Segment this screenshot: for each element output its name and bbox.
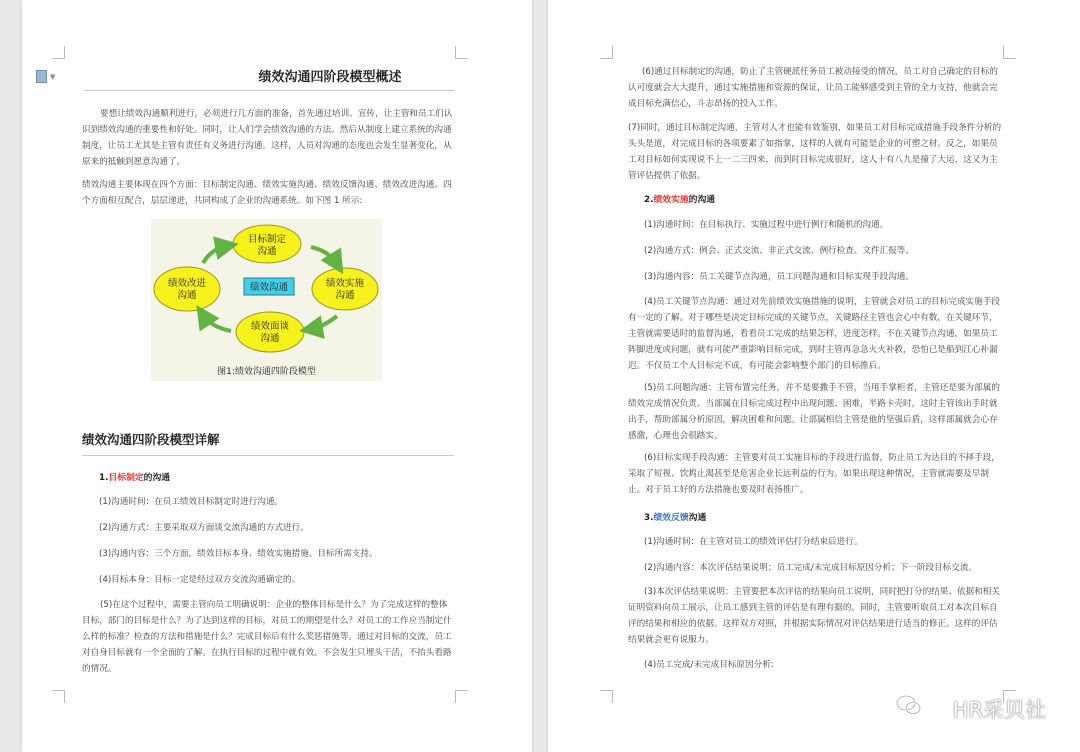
model-figure (151, 219, 382, 381)
body-paragraph: (3)本次评估结果说明：主管要把本次评估的结果向员工说明，同时把打分的结果、依据和相关证明资料向员工展示，让员工感到主管的评估是有理有据的。同时，主管要听取员工对本次目标自评的结果和相应的依据。这样双方对照，并根据实际情况对评估结果进行适当的修正。这样的评估结果就会更有说服力。 (628, 587, 1000, 645)
list-item: (3)沟通内容：三个方面，绩效目标本身、绩效实施措施、目标所需支持。 (99, 549, 378, 559)
list-item: (1)沟通时间：在主管对员工的绩效评估打分结束后进行。 (644, 537, 863, 547)
section-heading: 绩效沟通四阶段模型详解 (82, 432, 220, 447)
arrow-top-right (311, 247, 337, 264)
node-top-label: 目标制定 (247, 234, 287, 245)
node-bottom-label: 沟通 (260, 333, 280, 344)
arrow-bottom-left (203, 315, 231, 331)
list-item: (1)沟通时间：在员工绩效目标制定时进行沟通。 (99, 497, 284, 507)
document-page-1 (22, 0, 532, 752)
node-left-label: 沟通 (177, 290, 197, 301)
navigation-pane-icon[interactable]: ▼ (36, 70, 58, 84)
figure-caption: 图1:绩效沟通四阶段模型 (217, 367, 316, 377)
watermark-text: HR采贝社 (952, 698, 1046, 722)
body-paragraph: (5)员工问题沟通：主管布置完任务，并不是要撒手不管，当甩手掌柜者，主管还是要为部属的绩效完成情况负责。当部属在目标完成过程中出现问题、困难，半路卡壳时，这时主管该出手时就出手，帮助部属分析原因，解决困难和问题。让部属相信主管是他的坚强后盾，这样部属就会心存感激，心理也会很踏实。 (628, 383, 1000, 441)
document-title: 绩效沟通四阶段模型概述 (258, 70, 402, 85)
arrow-left-top (203, 246, 227, 263)
arrow-right-bottom (311, 316, 337, 329)
crop-mark (52, 46, 65, 59)
four-stage-diagram (151, 219, 382, 369)
body-paragraph: (5)在这个过程中，需要主管向员工明确说明：企业的整体目标是什么？为了完成这样的整体目标，部门的目标是什么？为了达到这样的目标，对员工的期望是什么？对员工的工作应当制定什么样的标准？检查的方法和措施是什么？完成目标后有什么奖惩措施等。通过对目标的交流，员工对自身目标就有一个全面的了解。在执行目标的过程中就有效。不会发生只埋头干活，不抬头看路的情况。 (82, 600, 452, 674)
node-right-label: 绩效实施 (325, 278, 365, 289)
body-paragraph: (6)通过目标制定的沟通，防止了主管硬派任务员工被动接受的情况，员工对自己确定的目标的认可度就会大大提升，通过实施措施和资源的保证，让员工能够感受到主管的全力支持，他就会完成目标充满信心，斗志昂扬的投入工作。 (628, 67, 998, 109)
center-label: 绩效沟通 (249, 282, 289, 293)
subsection-heading-3: 3.绩效反馈沟通 (644, 513, 707, 523)
body-paragraph: (6)目标实现手段沟通：主管要对员工实施目标的手段进行监督，防止员工为达目的不择手段，采取了短视、饮鸩止渴甚至是危害企业长远利益的行为。如果出现这种情况，主管就需要及早制止。对于员工好的方法措施也要及时表扬推广。 (628, 453, 1000, 495)
node-right-label: 沟通 (335, 290, 355, 301)
list-item: (4)目标本身：目标一定是经过双方交流沟通确定的。 (99, 575, 301, 585)
list-item: (1)沟通时间：在目标执行、实施过程中进行例行和随机的沟通。 (644, 220, 889, 230)
node-right (312, 268, 378, 310)
crop-mark (52, 690, 65, 703)
wechat-logo-icon (896, 694, 922, 716)
node-bottom-label: 绩效面谈 (250, 321, 290, 332)
subsection-heading-2: 2.绩效实施的沟通 (644, 195, 716, 205)
crop-mark (455, 690, 468, 703)
body-paragraph: (7)同时，通过目标制定沟通，主管对人才也能有效鉴别，如果员工对目标完成措施手段条件分析的头头是道，对完成目标的各项要素了如指掌，这样的人就有可能是企业的可塑之材。反之，如果员工对目标如何实现说不上一二三四来，而到时目标完成很好，这人十有八九是撞了大运，这又为主管评估提供了依据。 (628, 123, 1002, 181)
crop-mark (455, 46, 468, 59)
node-left-label: 绩效改进 (167, 278, 207, 289)
title-rule (84, 90, 454, 91)
node-left (154, 267, 220, 311)
list-item: (2)沟通方式：例会、正式交流、非正式交流、例行检查、文件汇报等。 (644, 246, 914, 256)
subsection-heading-1: 1.目标制定的沟通 (99, 473, 171, 483)
body-paragraph: (4)员工关键节点沟通：通过对先前绩效实施措施的说明，主管就会对员工的目标完成实施手段有一定的了解。对于哪些是决定目标完成的关键节点，关键路径主管也会心中有数，在关键环节，主管就需要适时的监督沟通，看看员工完成的结果怎样，进度怎样。不在关键节点沟通，如果员工阵脚进度或问题，就有可能严重影响目标完成，到时主管再急急火火补救，恐怕已是船到江心补漏迟。不仅员工个人目标完不成，有可能会影响整个部门的目标推后。 (628, 297, 1000, 371)
node-top-label: 沟通 (257, 246, 277, 257)
list-item: (3)沟通内容：员工关键节点沟通，员工问题沟通和目标实现手段沟通。 (644, 272, 914, 282)
document-page-2 (548, 0, 1080, 752)
list-item: (2)沟通方式：主要采取双方面谈交流沟通的方式进行。 (99, 523, 309, 533)
intro-paragraph: 要想让绩效沟通顺利进行，必须进行几方面的准备，首先通过培训、宣传，让主管和员工们认识到绩效沟通的重要性和好处。同时，让人们学会绩效沟通的方法。然后从制度上建立系统的沟通制度，让员工尤其是主管有责任有义务进行沟通。这样，人员对沟通的态度也会发生显著变化，从原来的抵触到愿意沟通了。 (82, 109, 453, 167)
list-item: (4)员工完成/未完成目标原因分析: (644, 660, 774, 670)
crop-mark (1003, 46, 1016, 59)
intro-paragraph: 绩效沟通主要体现在四个方面：目标制定沟通、绩效实施沟通、绩效反馈沟通、绩效改进沟通。四个方面相互配合，层层递进，共同构成了企业的沟通系统。如下图 1 所示: (82, 180, 452, 206)
node-bottom (236, 312, 304, 352)
crop-mark (600, 46, 613, 59)
crop-mark (600, 690, 613, 703)
section-rule (82, 455, 454, 456)
list-item: (2)沟通内容：本次评估结果说明；员工完成/未完成目标原因分析；下一阶段目标交流。 (644, 563, 978, 573)
